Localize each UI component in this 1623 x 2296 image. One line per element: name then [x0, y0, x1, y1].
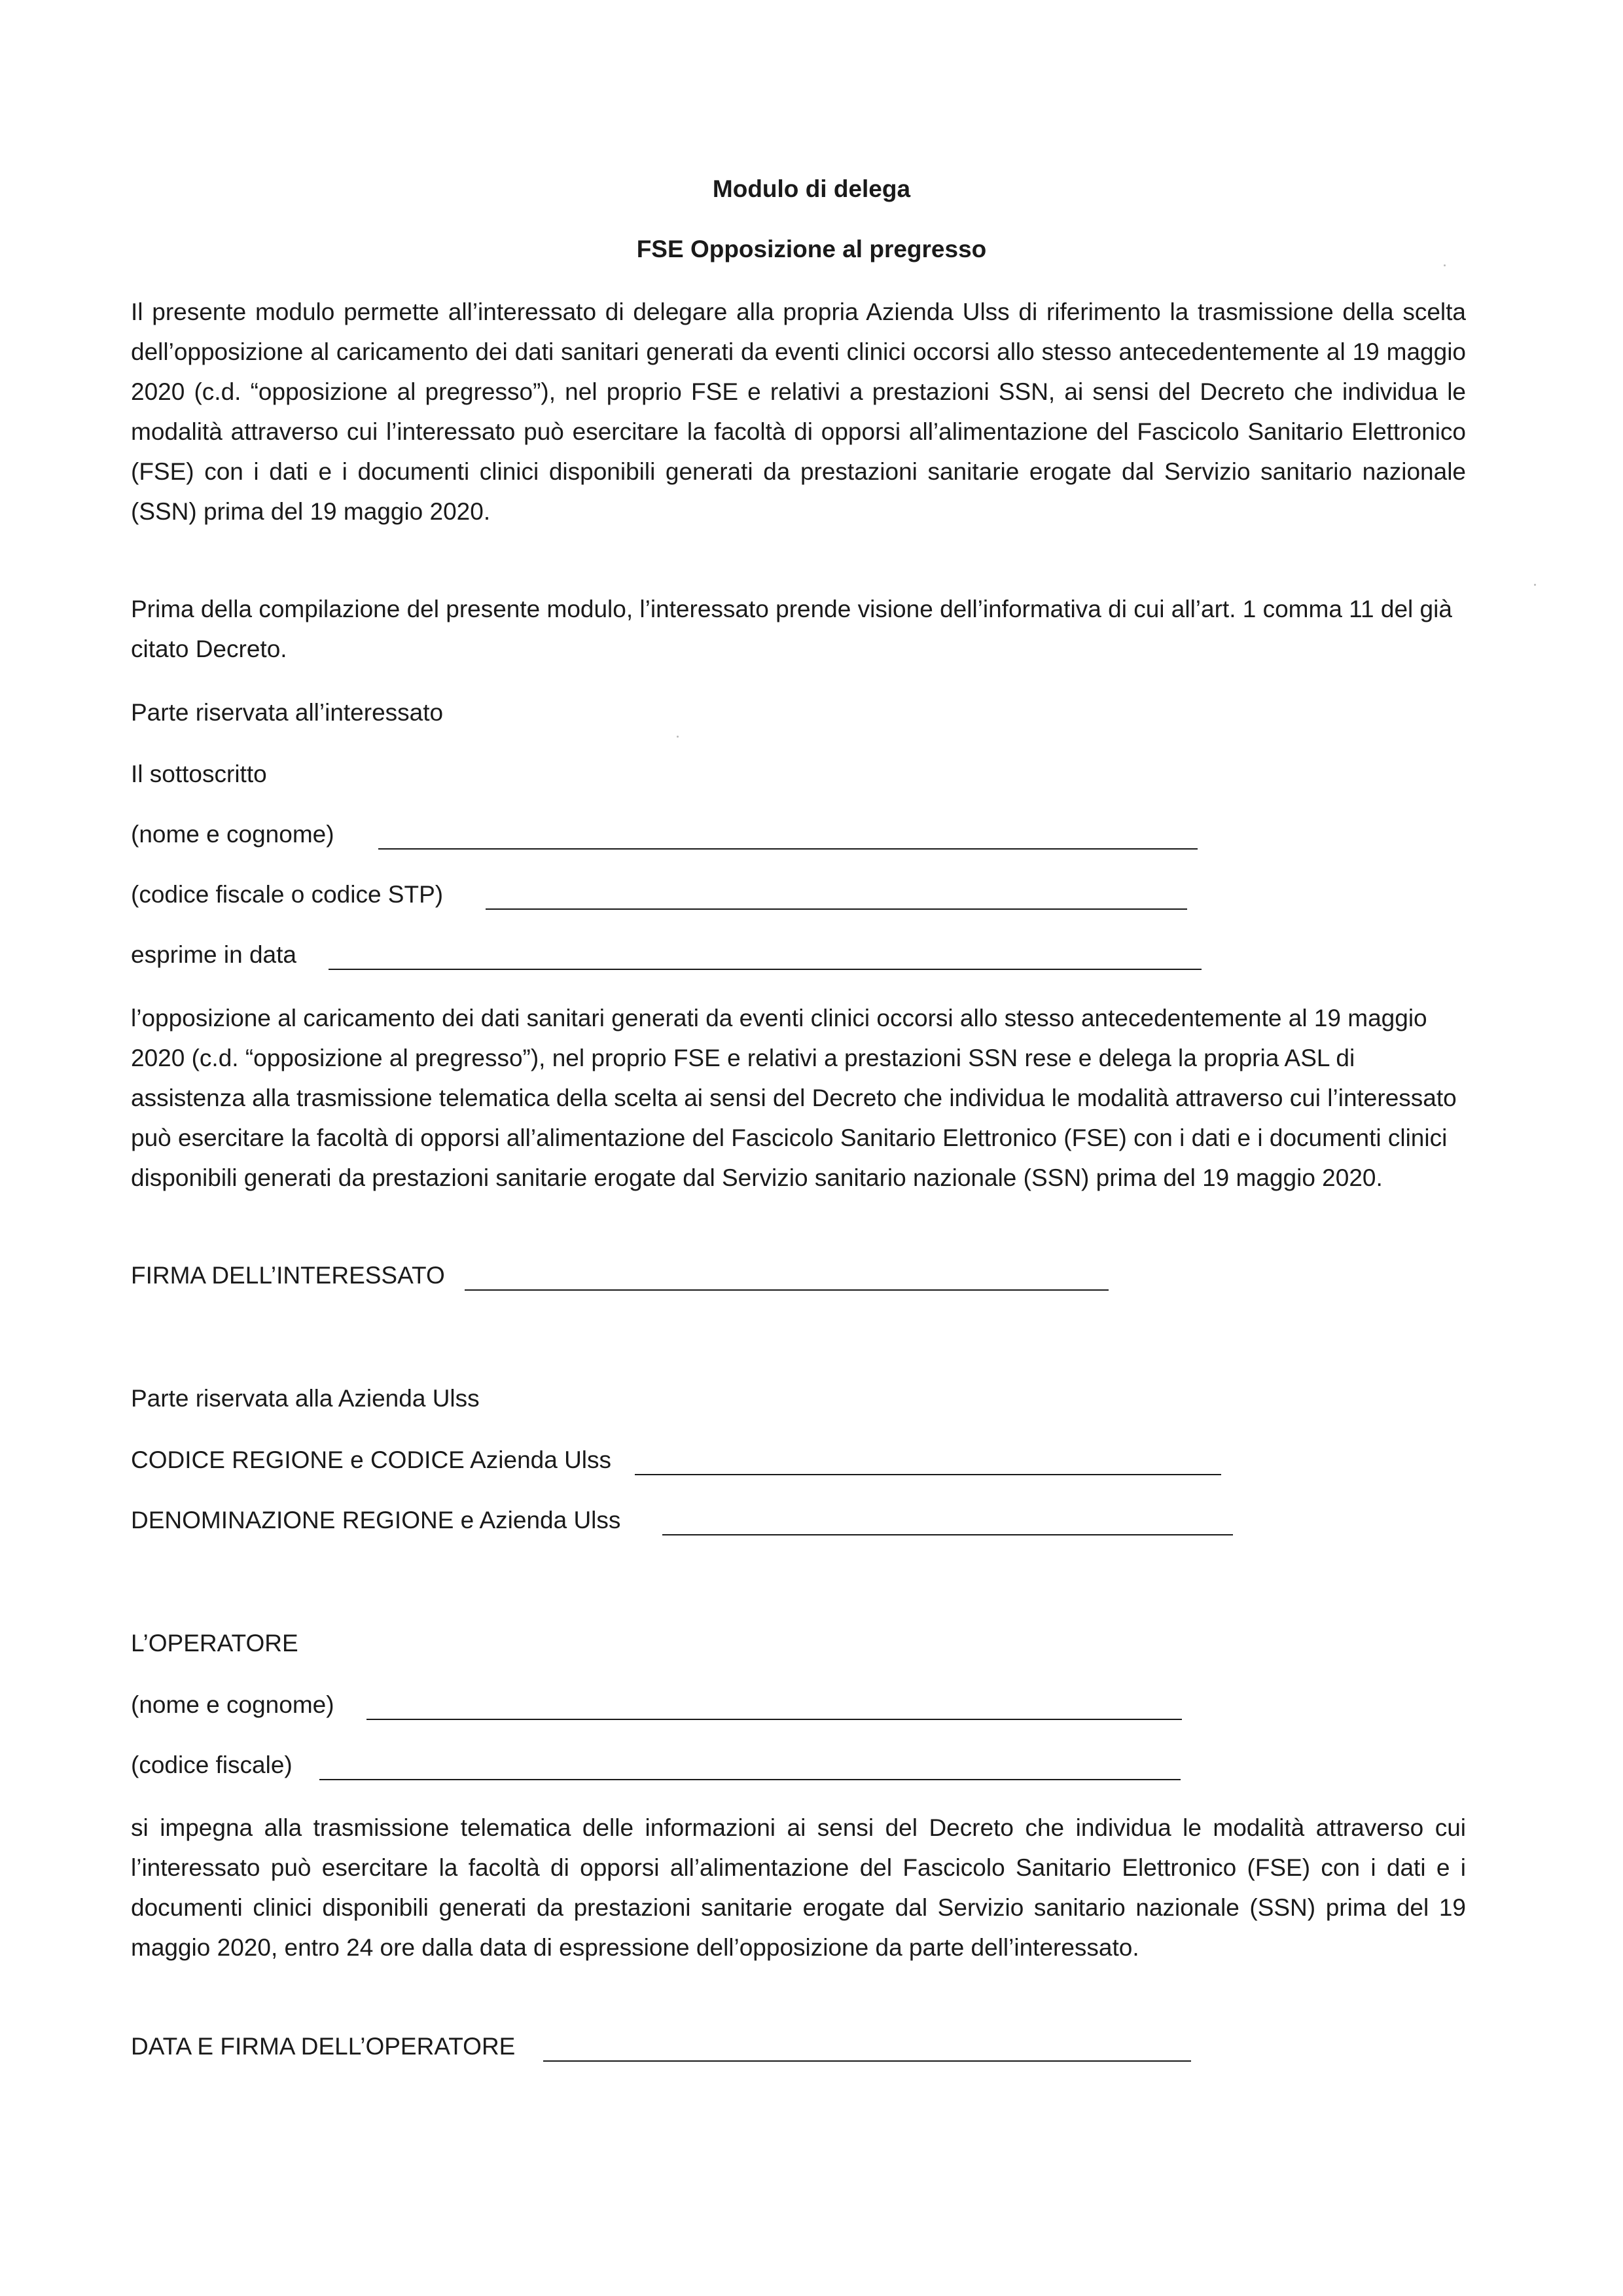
interested-fiscal-code-field[interactable] [486, 908, 1187, 910]
scan-speck [1534, 584, 1536, 586]
scan-speck [1444, 264, 1446, 266]
interested-signature-label: FIRMA DELL’INTERESSATO [131, 1262, 445, 1289]
operator-signature-label: DATA E FIRMA DELL’OPERATORE [131, 2033, 516, 2060]
operator-fiscal-code-label: (codice fiscale) [131, 1751, 293, 1778]
interested-name-label: (nome e cognome) [131, 821, 334, 848]
operator-section-heading: L’OPERATORE [131, 1630, 298, 1657]
ulss-name-field[interactable] [662, 1534, 1233, 1535]
interested-signature-field[interactable] [465, 1289, 1109, 1291]
notice-paragraph: Prima della compilazione del presente modulo, l’interessato prende visione dell’informativa di cui all’art. 1 comma 11 del già citato Decreto. [131, 596, 1452, 662]
ulss-code-label: CODICE REGIONE e CODICE Azienda Ulss [131, 1446, 612, 1473]
ulss-section-heading: Parte riservata alla Azienda Ulss [131, 1385, 480, 1412]
operator-fiscal-code-field[interactable] [319, 1779, 1181, 1780]
ulss-name-label: DENOMINAZIONE REGIONE e Azienda Ulss [131, 1507, 621, 1534]
interested-date-label: esprime in data [131, 941, 296, 968]
operator-name-field[interactable] [366, 1719, 1182, 1720]
intro-paragraph: Il presente modulo permette all’interessato di delegare alla propria Azienda Ulss di riferimento la trasmissione della scelta dell’opposizione al caricamento dei dati sanitari generati da eventi clinici occorsi allo stesso antecedentemente al 19 maggio 2020 (c.d. “opposizione al pregresso”), nel proprio FSE e relativi a prestazioni SSN, ai sensi del Decreto che individua le modalità attraverso cui l’interessato può esercitare la facoltà di opporsi all’alimentazione del Fascicolo Sanitario Elettronico (FSE) con i dati e i documenti clinici disponibili generati da prestazioni sanitarie erogate dal Servizio sanitario nazionale (SSN) prima del 19 maggio 2020. [131, 298, 1466, 525]
interested-date-field[interactable] [329, 969, 1202, 970]
subscriber-label: Il sottoscritto [131, 761, 267, 787]
ulss-code-field[interactable] [635, 1474, 1221, 1475]
document-title: Modulo di delega [712, 175, 911, 202]
operator-commitment-paragraph: si impegna alla trasmissione telematica delle informazioni ai sensi del Decreto che individua le modalità attraverso cui l’interessato può esercitare la facoltà di opporsi all’alimentazione del Fascicolo Sanitario Elettronico (FSE) con i dati e i documenti clinici disponibili generati da prestazioni sanitarie erogate dal Servizio sanitario nazionale (SSN) prima del 19 maggio 2020, entro 24 ore dalla data di espressione dell’opposizione da parte dell’interessato. [131, 1814, 1466, 1961]
document-subtitle: FSE Opposizione al pregresso [636, 236, 987, 262]
declaration-paragraph: l’opposizione al caricamento dei dati sanitari generati da eventi clinici occorsi allo stesso antecedentemente al 19 maggio 2020 (c.d. “opposizione al pregresso”), nel proprio FSE e relativi a prestazioni SSN rese e delega la propria ASL di assistenza alla trasmissione telematica della scelta ai sensi del Decreto che individua le modalità attraverso cui l’interessato può esercitare la facoltà di opporsi all’alimentazione del Fascicolo Sanitario Elettronico (FSE) con i dati e i documenti clinici disponibili generati da prestazioni sanitarie erogate dal Servizio sanitario nazionale (SSN) prima del 19 maggio 2020. [131, 1005, 1457, 1191]
scan-speck [677, 736, 679, 738]
operator-name-label: (nome e cognome) [131, 1691, 334, 1718]
operator-signature-field[interactable] [543, 2060, 1191, 2062]
interested-fiscal-code-label: (codice fiscale o codice STP) [131, 881, 444, 908]
interested-section-heading: Parte riservata all’interessato [131, 699, 444, 726]
interested-name-field[interactable] [378, 848, 1198, 850]
